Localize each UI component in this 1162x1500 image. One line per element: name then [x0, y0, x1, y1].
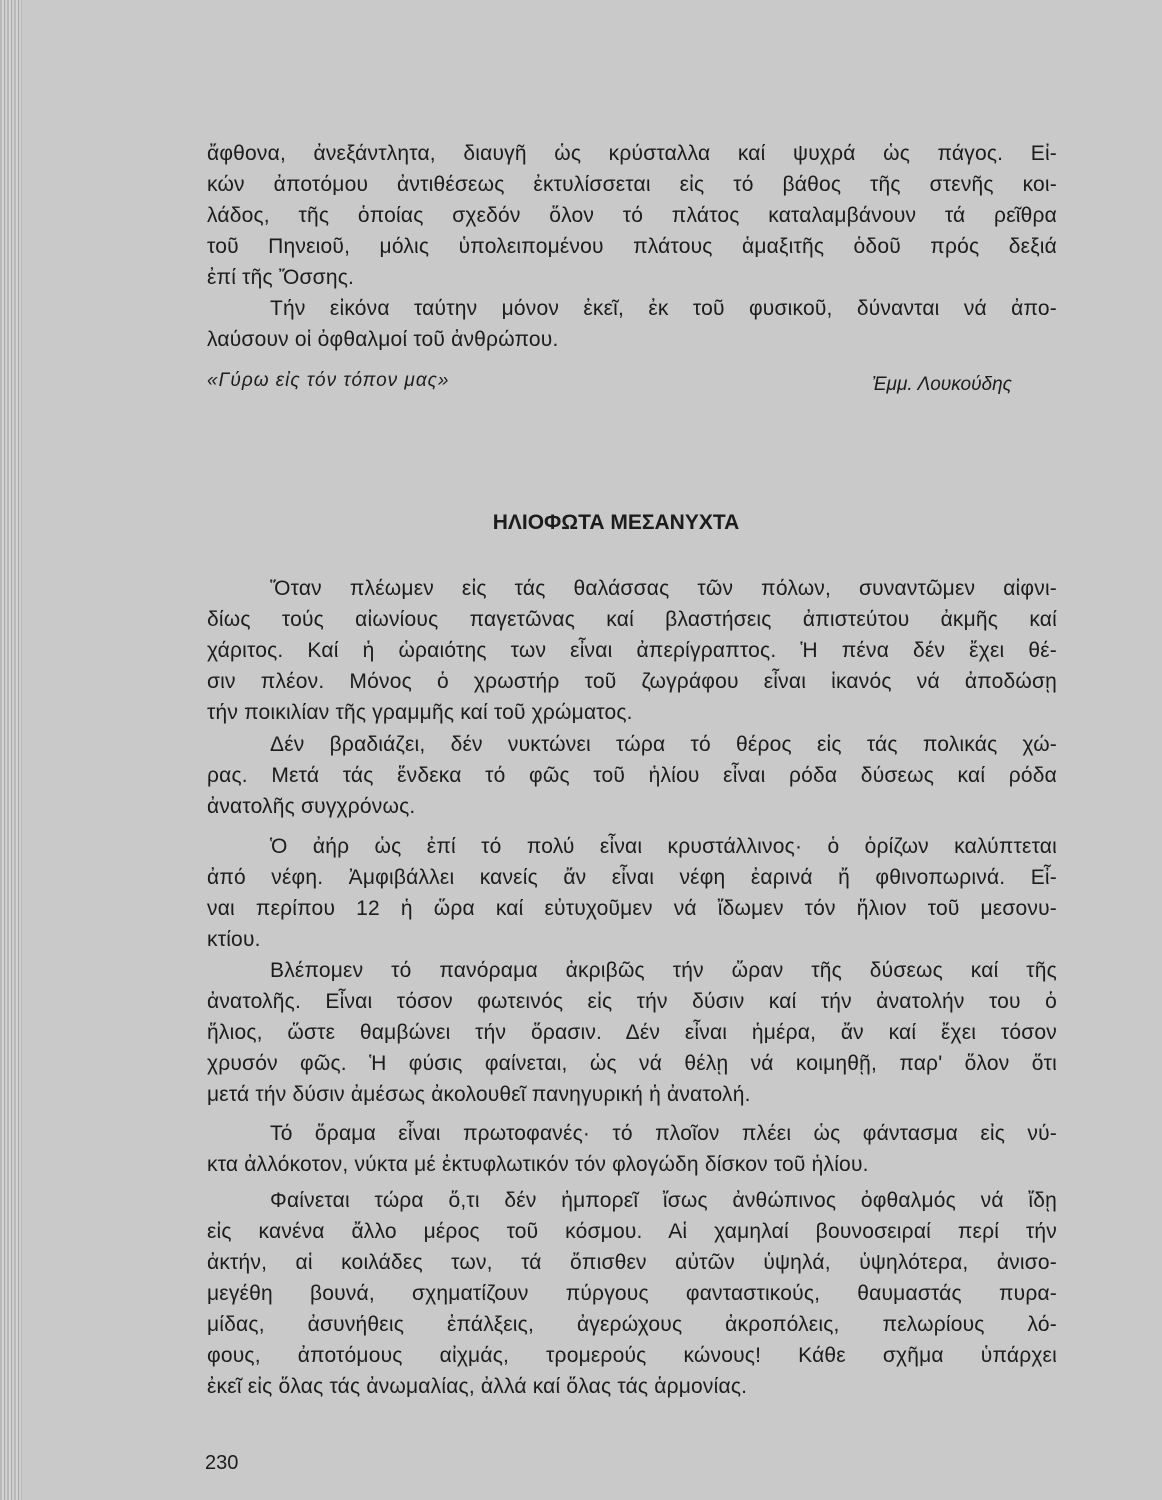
text-line: κών ἀποτόμου ἀντιθέσεως ἐκτυλίσσεται εἰς τό βάθος τῆς στενῆς κοι- — [207, 173, 1057, 196]
text-line: ναι περίπου 12 ἡ ὥρα καί εὐτυχοῦμεν νά ἴδωμεν τόν ἥλιον τοῦ μεσονυ- — [207, 897, 1057, 920]
text-line: ἀπό νέφη. Ἀμφιβάλλει κανείς ἄν εἶναι νέφη ἐαρινά ἤ φθινοπωρινά. Εἶ- — [207, 866, 1057, 889]
text-line: κτα ἀλλόκοτον, νύκτα μέ ἐκτυφλωτικόν τόν φλογώδη δίσκον τοῦ ἡλίου. — [207, 1153, 869, 1176]
text-line: μίδας, ἀσυνήθεις ἐπάλξεις, ἀγερώχους ἀκροπόλεις, πελωρίους λό- — [207, 1313, 1057, 1336]
text-line: ἥλιος, ὥστε θαμβώνει τήν ὅρασιν. Δέν εἶναι ἡμέρα, ἄν καί ἔχει τόσον — [207, 1021, 1057, 1044]
text-line: χρυσόν φῶς. Ἡ φύσις φαίνεται, ὡς νά θέλῃ νά κοιμηθῇ, παρ' ὅλον ὅτι — [207, 1052, 1057, 1075]
text-line: μεγέθη βουνά, σχηματίζουν πύργους φανταστικούς, θαυμαστάς πυρα- — [207, 1282, 1057, 1305]
paragraph — [207, 1118, 1057, 1180]
text-line: ἄφθονα, ἀνεξάντλητα, διαυγῆ ὡς κρύσταλλα καί ψυχρά ὡς πάγος. Εἰ- — [207, 142, 1057, 165]
paragraph — [207, 573, 1057, 728]
paragraph — [207, 138, 1057, 293]
text-line: τήν ποικιλίαν τῆς γραμμῆς καί τοῦ χρώματος. — [207, 701, 633, 724]
text-line: Ὁ ἀήρ ὡς ἐπί τό πολύ εἶναι κρυστάλλινος· ὁ ὁρίζων καλύπτεται — [270, 835, 1057, 858]
text-line: ἐπί τῆς Ὄσσης. — [207, 266, 355, 289]
paragraph — [207, 831, 1057, 955]
text-line: λαύσουν οἱ ὀφθαλμοί τοῦ ἀνθρώπου. — [207, 328, 559, 351]
citation-author: Ἐμμ. Λουκούδης — [872, 374, 1012, 395]
page-number: 230 — [205, 1452, 239, 1474]
text-line: Τήν εἰκόνα ταύτην μόνον ἐκεῖ, ἐκ τοῦ φυσικοῦ, δύνανται νά ἀπο- — [270, 297, 1057, 320]
text-line: Φαίνεται τώρα ὅ,τι δέν ἠμπορεῖ ἴσως ἀνθώπινος ὀφθαλμός νά ἴδῃ — [270, 1189, 1057, 1212]
text-line: ἀκτήν, αἱ κοιλάδες των, τά ὄπισθεν αὐτῶν ὑψηλά, ὑψηλότερα, ἀνισο- — [207, 1251, 1057, 1274]
paragraph — [207, 1185, 1057, 1402]
text-line: Τό ὅραμα εἶναι πρωτοφανές· τό πλοῖον πλέει ὡς φάντασμα εἰς νύ- — [270, 1122, 1057, 1145]
text-line: σιν πλέον. Μόνος ὁ χρωστήρ τοῦ ζωγράφου εἶναι ἱκανός νά ἀποδώσῃ — [207, 670, 1057, 693]
text-line: ἐκεῖ εἰς ὅλας τάς ἀνωμαλίας, ἀλλά καί ὅλας τάς ἁρμονίας. — [207, 1375, 748, 1398]
paragraph — [207, 955, 1057, 1110]
text-line: ρας. Μετά τάς ἕνδεκα τό φῶς τοῦ ἡλίου εἶναι ρόδα δύσεως καί ρόδα — [207, 764, 1057, 787]
text-line: φους, ἀποτόμους αἰχμάς, τρομερούς κώνους! Κάθε σχῆμα ὑπάρχει — [207, 1344, 1057, 1367]
text-line: Δέν βραδιάζει, δέν νυκτώνει τώρα τό θέρος εἰς τάς πολικάς χώ- — [270, 733, 1057, 756]
citation-source: «Γύρω εἰς τόν τόπον μας» — [207, 370, 450, 391]
text-line: Βλέπομεν τό πανόραμα ἀκριβῶς τήν ὥραν τῆς δύσεως καί τῆς — [270, 959, 1057, 982]
text-line: λάδος, τῆς ὁποίας σχεδόν ὅλον τό πλάτος καταλαμβάνουν τά ρεῖθρα — [207, 204, 1057, 227]
text-line: ἀνατολῆς. Εἶναι τόσον φωτεινός εἰς τήν δύσιν καί τήν ἀνατολήν του ὁ — [207, 990, 1057, 1013]
text-line: δίως τούς αἰωνίους παγετῶνας καί βλαστήσεις ἀπιστεύτου ἀκμῆς καί — [207, 608, 1057, 631]
text-line: μετά τήν δύσιν ἀμέσως ἀκολουθεῖ πανηγυρική ἡ ἀνατολή. — [207, 1083, 751, 1106]
text-line: ἀνατολῆς συγχρόνως. — [207, 795, 416, 818]
text-line: τοῦ Πηνειοῦ, μόλις ὑπολειπομένου πλάτους ἁμαξιτῆς ὁδοῦ πρός δεξιά — [207, 235, 1057, 258]
section-title: ΗΛΙΟΦΩΤΑ ΜΕΣΑΝΥΧΤΑ — [492, 511, 740, 534]
text-line: κτίου. — [207, 928, 261, 951]
text-line: χάριτος. Καί ἡ ὡραιότης των εἶναι ἀπερίγραπτος. Ἡ πένα δέν ἔχει θέ- — [207, 639, 1057, 662]
paragraph — [207, 293, 1057, 355]
text-line: εἰς κανένα ἄλλο μέρος τοῦ κόσμου. Αἱ χαμηλαί βουνοσειραί περί τήν — [207, 1220, 1057, 1243]
paragraph — [207, 729, 1057, 822]
page-edge-stack — [0, 0, 22, 1500]
text-line: Ὅταν πλέωμεν εἰς τάς θαλάσσας τῶν πόλων, συναντῶμεν αἰφνι- — [270, 577, 1057, 600]
